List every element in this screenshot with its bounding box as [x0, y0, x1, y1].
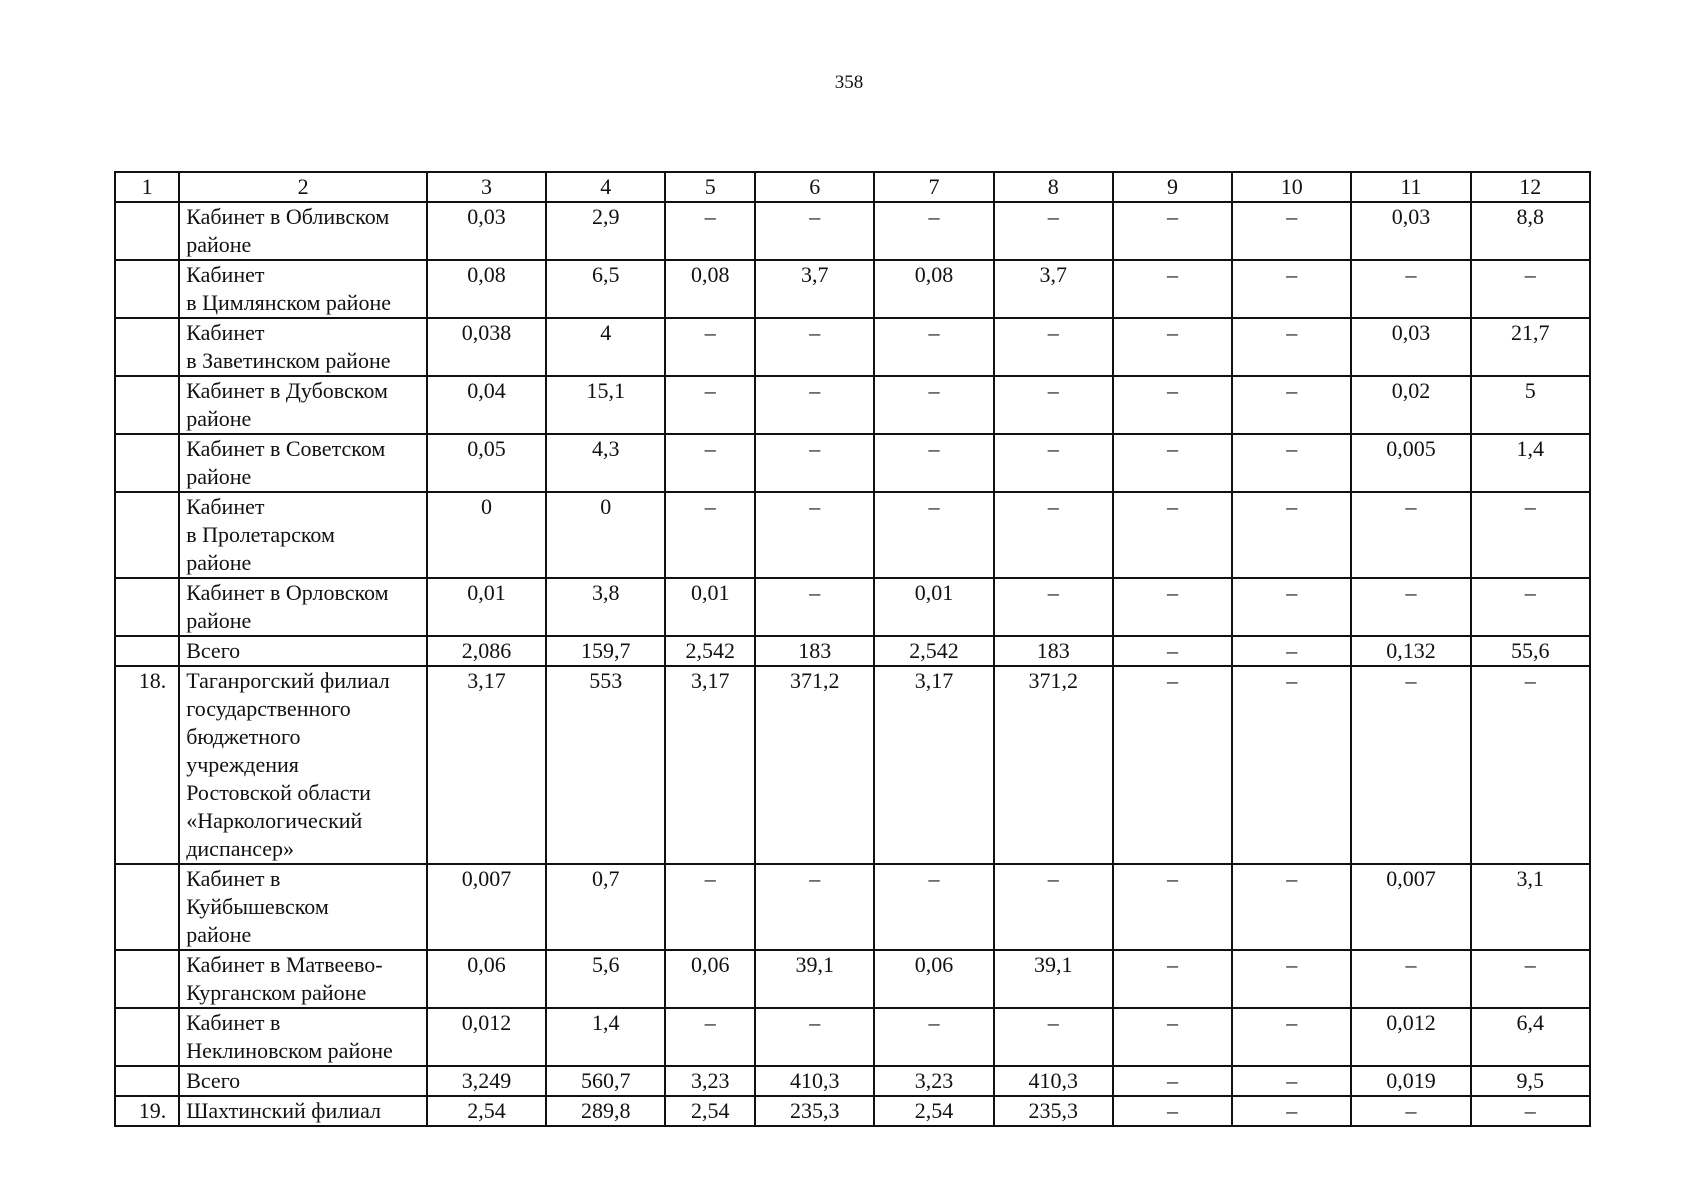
row-name-line: «Наркологический — [186, 808, 363, 833]
row-number — [115, 318, 179, 376]
cell-col-7: – — [874, 1008, 993, 1066]
cell-col-8: – — [994, 434, 1113, 492]
cell-col-8: – — [994, 376, 1113, 434]
row-name-line: Шахтинский филиал — [186, 1098, 382, 1123]
cell-col-6: – — [755, 578, 874, 636]
table-row — [115, 318, 1590, 376]
cell-col-4: 2,9 — [546, 202, 665, 260]
cell-col-5: 2,54 — [665, 1096, 755, 1126]
row-name-line: районе — [186, 406, 252, 431]
table-row — [115, 202, 1590, 260]
table-row — [115, 950, 1590, 1008]
cell-col-8: – — [994, 578, 1113, 636]
cell-col-10: – — [1232, 578, 1351, 636]
cell-col-8: 3,7 — [994, 260, 1113, 318]
row-name-line: районе — [186, 608, 252, 633]
cell-col-9: – — [1113, 1096, 1232, 1126]
cell-col-5: – — [665, 492, 755, 578]
cell-col-3: 0,08 — [427, 260, 546, 318]
cell-col-8: – — [994, 492, 1113, 578]
table-row — [115, 260, 1590, 318]
cell-col-7: 3,17 — [874, 666, 993, 864]
cell-col-6: – — [755, 202, 874, 260]
cell-col-6: – — [755, 376, 874, 434]
cell-col-7: – — [874, 202, 993, 260]
row-number — [115, 950, 179, 1008]
cell-col-12: 55,6 — [1471, 636, 1590, 666]
cell-col-5: 3,23 — [665, 1066, 755, 1096]
cell-col-4: 553 — [546, 666, 665, 864]
column-header-1: 1 — [115, 172, 179, 202]
cell-col-4: 159,7 — [546, 636, 665, 666]
cell-col-5: – — [665, 376, 755, 434]
cell-col-12: – — [1471, 492, 1590, 578]
row-name-line: Кабинет в Орловском — [186, 580, 389, 605]
cell-col-3: 2,086 — [427, 636, 546, 666]
cell-col-7: 0,01 — [874, 578, 993, 636]
row-name-line: Неклиновском районе — [186, 1038, 393, 1063]
cell-col-11: 0,012 — [1351, 1008, 1470, 1066]
cell-col-3: 3,249 — [427, 1066, 546, 1096]
row-name — [179, 636, 427, 666]
row-name-line: районе — [186, 464, 252, 489]
table-header-row — [115, 172, 1590, 202]
cell-col-4: 1,4 — [546, 1008, 665, 1066]
table-row — [115, 864, 1590, 950]
table-row — [115, 1008, 1590, 1066]
cell-col-3: 0,012 — [427, 1008, 546, 1066]
cell-col-6: 371,2 — [755, 666, 874, 864]
cell-col-11: 0,005 — [1351, 434, 1470, 492]
cell-col-12: – — [1471, 666, 1590, 864]
cell-col-8: 371,2 — [994, 666, 1113, 864]
cell-col-7: 0,08 — [874, 260, 993, 318]
row-name — [179, 1096, 427, 1126]
row-name-line: Кабинет в Дубовском — [186, 378, 388, 403]
row-name-line: Куйбышевском — [186, 894, 329, 919]
table-row — [115, 492, 1590, 578]
row-name — [179, 1066, 427, 1096]
cell-col-4: 289,8 — [546, 1096, 665, 1126]
cell-col-7: 2,54 — [874, 1096, 993, 1126]
table-row — [115, 1066, 1590, 1096]
cell-col-5: – — [665, 1008, 755, 1066]
table-row — [115, 434, 1590, 492]
cell-col-8: – — [994, 864, 1113, 950]
cell-col-3: 0,04 — [427, 376, 546, 434]
data-table — [114, 171, 1591, 1127]
row-number — [115, 578, 179, 636]
column-header-5: 5 — [665, 172, 755, 202]
cell-col-11: 0,03 — [1351, 318, 1470, 376]
cell-col-9: – — [1113, 434, 1232, 492]
cell-col-12: 8,8 — [1471, 202, 1590, 260]
row-name-line: Курганском районе — [186, 980, 367, 1005]
cell-col-8: 410,3 — [994, 1066, 1113, 1096]
cell-col-8: 39,1 — [994, 950, 1113, 1008]
cell-col-10: – — [1232, 1096, 1351, 1126]
row-name-line: районе — [186, 232, 252, 257]
cell-col-9: – — [1113, 1066, 1232, 1096]
cell-col-9: – — [1113, 578, 1232, 636]
row-name-line: Кабинет — [186, 320, 265, 345]
cell-col-5: 2,542 — [665, 636, 755, 666]
row-number — [115, 492, 179, 578]
cell-col-6: – — [755, 318, 874, 376]
cell-col-4: 5,6 — [546, 950, 665, 1008]
row-name-line: диспансер» — [186, 836, 295, 861]
cell-col-6: 410,3 — [755, 1066, 874, 1096]
cell-col-10: – — [1232, 864, 1351, 950]
cell-col-8: – — [994, 202, 1113, 260]
cell-col-4: 4,3 — [546, 434, 665, 492]
cell-col-7: – — [874, 434, 993, 492]
row-number — [115, 434, 179, 492]
row-name-line: государственного — [186, 696, 351, 721]
cell-col-12: 3,1 — [1471, 864, 1590, 950]
row-number — [115, 202, 179, 260]
cell-col-9: – — [1113, 1008, 1232, 1066]
row-name — [179, 492, 427, 578]
row-name-line: Кабинет в Советском — [186, 436, 386, 461]
cell-col-10: – — [1232, 434, 1351, 492]
table-row — [115, 578, 1590, 636]
column-header-7: 7 — [874, 172, 993, 202]
cell-col-9: – — [1113, 376, 1232, 434]
cell-col-4: 15,1 — [546, 376, 665, 434]
cell-col-10: – — [1232, 1066, 1351, 1096]
cell-col-9: – — [1113, 636, 1232, 666]
row-name-line: в Пролетарском — [186, 522, 335, 547]
cell-col-12: 21,7 — [1471, 318, 1590, 376]
cell-col-3: 2,54 — [427, 1096, 546, 1126]
cell-col-6: – — [755, 492, 874, 578]
row-name — [179, 376, 427, 434]
cell-col-6: 3,7 — [755, 260, 874, 318]
row-name — [179, 318, 427, 376]
row-name — [179, 260, 427, 318]
row-number — [115, 1008, 179, 1066]
cell-col-10: – — [1232, 950, 1351, 1008]
cell-col-10: – — [1232, 636, 1351, 666]
cell-col-7: – — [874, 492, 993, 578]
cell-col-8: 183 — [994, 636, 1113, 666]
cell-col-8: – — [994, 1008, 1113, 1066]
column-header-10: 10 — [1232, 172, 1351, 202]
cell-col-9: – — [1113, 864, 1232, 950]
column-header-8: 8 — [994, 172, 1113, 202]
cell-col-8: – — [994, 318, 1113, 376]
cell-col-4: 560,7 — [546, 1066, 665, 1096]
cell-col-12: 9,5 — [1471, 1066, 1590, 1096]
cell-col-5: 0,01 — [665, 578, 755, 636]
cell-col-7: 0,06 — [874, 950, 993, 1008]
table-body — [115, 172, 1590, 1126]
row-name-line: районе — [186, 922, 252, 947]
row-number — [115, 260, 179, 318]
cell-col-11: – — [1351, 492, 1470, 578]
cell-col-4: 6,5 — [546, 260, 665, 318]
cell-col-3: 0,03 — [427, 202, 546, 260]
cell-col-9: – — [1113, 950, 1232, 1008]
column-header-9: 9 — [1113, 172, 1232, 202]
cell-col-8: 235,3 — [994, 1096, 1113, 1126]
row-number — [115, 376, 179, 434]
cell-col-10: – — [1232, 666, 1351, 864]
cell-col-5: – — [665, 864, 755, 950]
table-row — [115, 376, 1590, 434]
row-name-line: районе — [186, 550, 252, 575]
row-name — [179, 202, 427, 260]
cell-col-10: – — [1232, 202, 1351, 260]
row-number: 18. — [115, 666, 179, 864]
cell-col-10: – — [1232, 1008, 1351, 1066]
cell-col-11: 0,132 — [1351, 636, 1470, 666]
cell-col-3: 0,05 — [427, 434, 546, 492]
cell-col-6: – — [755, 1008, 874, 1066]
cell-col-12: – — [1471, 1096, 1590, 1126]
column-header-3: 3 — [427, 172, 546, 202]
cell-col-6: – — [755, 864, 874, 950]
cell-col-6: 39,1 — [755, 950, 874, 1008]
cell-col-5: – — [665, 318, 755, 376]
cell-col-7: – — [874, 376, 993, 434]
cell-col-10: – — [1232, 492, 1351, 578]
cell-col-10: – — [1232, 376, 1351, 434]
table-row — [115, 1096, 1590, 1126]
row-name-line: Кабинет — [186, 262, 265, 287]
row-name — [179, 864, 427, 950]
row-name-line: Кабинет в Матвеево- — [186, 952, 383, 977]
cell-col-7: – — [874, 864, 993, 950]
row-name — [179, 666, 427, 864]
row-name-line: Всего — [186, 1068, 241, 1093]
row-name-line: Ростовской области — [186, 780, 371, 805]
cell-col-5: 3,17 — [665, 666, 755, 864]
row-number — [115, 636, 179, 666]
cell-col-11: 0,019 — [1351, 1066, 1470, 1096]
cell-col-7: 2,542 — [874, 636, 993, 666]
cell-col-7: – — [874, 318, 993, 376]
cell-col-3: 0,06 — [427, 950, 546, 1008]
column-header-12: 12 — [1471, 172, 1590, 202]
cell-col-12: – — [1471, 950, 1590, 1008]
row-name — [179, 1008, 427, 1066]
cell-col-11: – — [1351, 578, 1470, 636]
cell-col-11: – — [1351, 1096, 1470, 1126]
cell-col-3: 0,01 — [427, 578, 546, 636]
table-row — [115, 666, 1590, 864]
cell-col-10: – — [1232, 260, 1351, 318]
row-name-line: Таганрогский филиал — [186, 668, 390, 693]
cell-col-6: 183 — [755, 636, 874, 666]
cell-col-9: – — [1113, 260, 1232, 318]
row-name-line: бюджетного — [186, 724, 301, 749]
cell-col-12: 5 — [1471, 376, 1590, 434]
cell-col-4: 0 — [546, 492, 665, 578]
cell-col-4: 3,8 — [546, 578, 665, 636]
row-number — [115, 1066, 179, 1096]
cell-col-11: – — [1351, 666, 1470, 864]
row-name-line: Всего — [186, 638, 241, 663]
column-header-6: 6 — [755, 172, 874, 202]
cell-col-6: – — [755, 434, 874, 492]
cell-col-4: 4 — [546, 318, 665, 376]
cell-col-12: – — [1471, 578, 1590, 636]
cell-col-3: 0,038 — [427, 318, 546, 376]
row-number — [115, 864, 179, 950]
cell-col-9: – — [1113, 492, 1232, 578]
row-name-line: Кабинет в — [186, 866, 281, 891]
cell-col-4: 0,7 — [546, 864, 665, 950]
cell-col-3: 0,007 — [427, 864, 546, 950]
cell-col-5: – — [665, 202, 755, 260]
cell-col-12: 1,4 — [1471, 434, 1590, 492]
row-name-line: учреждения — [186, 752, 299, 777]
row-name-line: Кабинет в — [186, 1010, 281, 1035]
cell-col-12: – — [1471, 260, 1590, 318]
cell-col-11: – — [1351, 950, 1470, 1008]
row-number: 19. — [115, 1096, 179, 1126]
row-name — [179, 950, 427, 1008]
row-name-line: в Цимлянском районе — [186, 290, 391, 315]
cell-col-11: 0,007 — [1351, 864, 1470, 950]
table-row — [115, 636, 1590, 666]
row-name — [179, 434, 427, 492]
cell-col-6: 235,3 — [755, 1096, 874, 1126]
cell-col-3: 0 — [427, 492, 546, 578]
column-header-2: 2 — [179, 172, 427, 202]
cell-col-11: 0,03 — [1351, 202, 1470, 260]
cell-col-11: 0,02 — [1351, 376, 1470, 434]
column-header-11: 11 — [1351, 172, 1470, 202]
row-name-line: в Заветинском районе — [186, 348, 391, 373]
cell-col-5: – — [665, 434, 755, 492]
column-header-4: 4 — [546, 172, 665, 202]
cell-col-9: – — [1113, 202, 1232, 260]
cell-col-10: – — [1232, 318, 1351, 376]
cell-col-7: 3,23 — [874, 1066, 993, 1096]
cell-col-3: 3,17 — [427, 666, 546, 864]
cell-col-9: – — [1113, 318, 1232, 376]
cell-col-11: – — [1351, 260, 1470, 318]
row-name — [179, 578, 427, 636]
row-name-line: Кабинет в Обливском — [186, 204, 390, 229]
row-name-line: Кабинет — [186, 494, 265, 519]
cell-col-9: – — [1113, 666, 1232, 864]
cell-col-5: 0,06 — [665, 950, 755, 1008]
cell-col-5: 0,08 — [665, 260, 755, 318]
page-number: 358 — [834, 72, 864, 93]
cell-col-12: 6,4 — [1471, 1008, 1590, 1066]
